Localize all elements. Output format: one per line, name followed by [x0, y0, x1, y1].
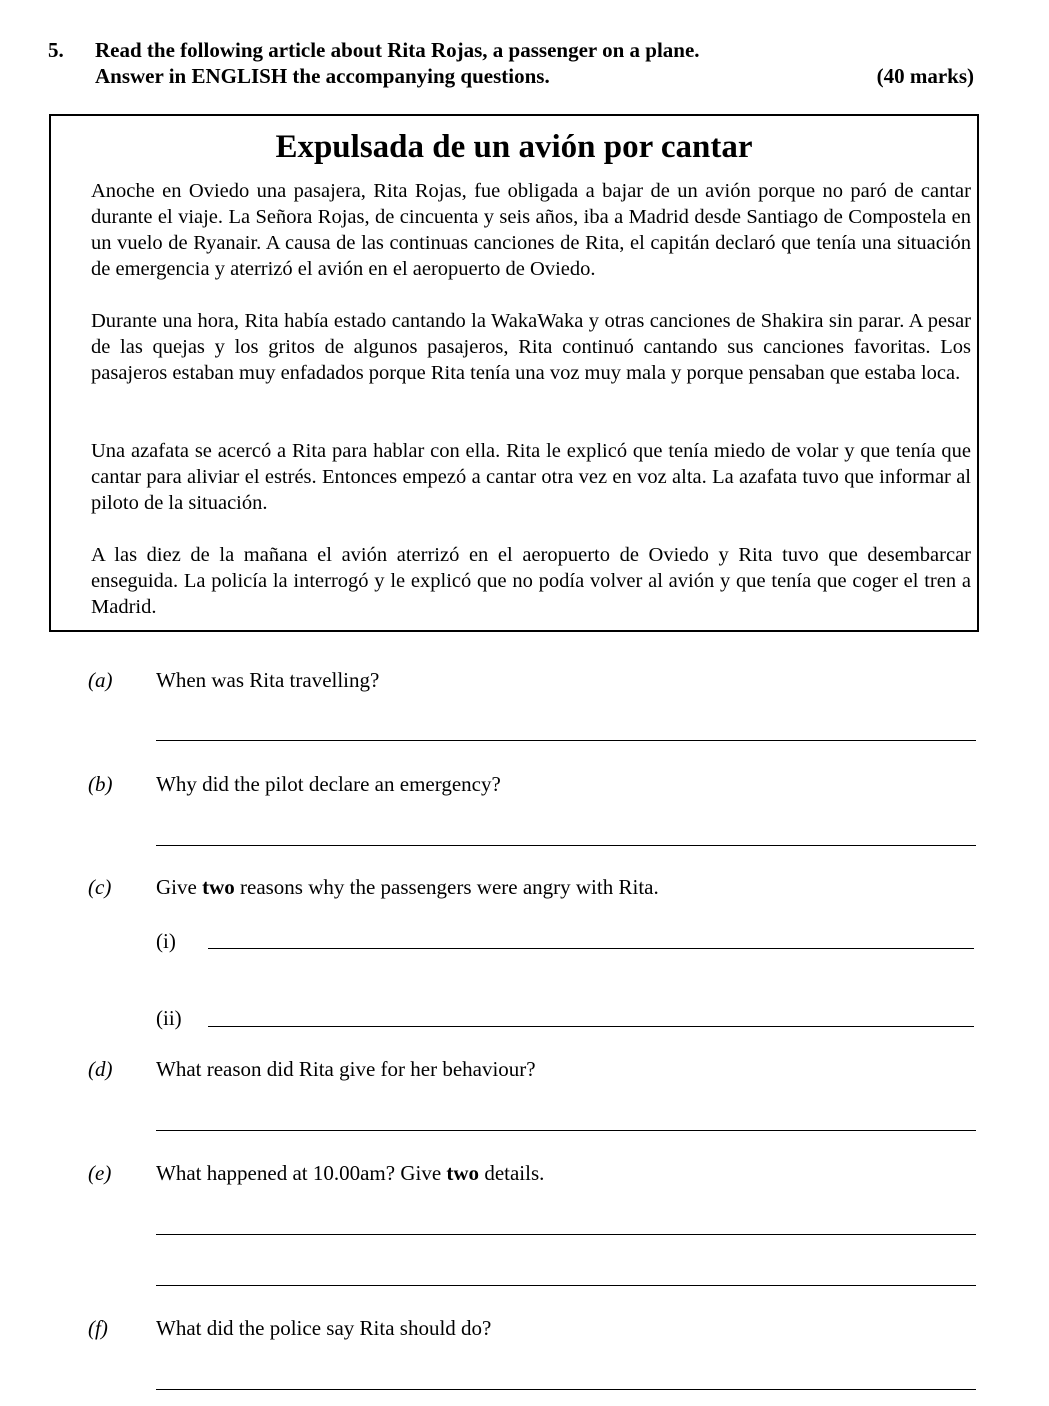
answer-line-a[interactable]	[156, 740, 976, 741]
article-paragraph: Durante una hora, Rita había estado cantando la WakaWaka y otras canciones de Shakira sin parar. A pesar de las quejas y los gritos de algunos pasajeros, Rita continuó cantando sus canciones favoritas. Los pasajeros estaban muy enfadados porque Rita tenía una voz muy mala y porque pensaban que estaba loca.	[91, 310, 971, 384]
sub-label-i: (i)	[156, 929, 176, 953]
question-f-text: What did the police say Rita should do?	[156, 1316, 492, 1340]
question-letter-e: (e)	[88, 1161, 112, 1185]
answer-line-c-i[interactable]	[208, 948, 974, 949]
question-b-text: Why did the pilot declare an emergency?	[156, 772, 501, 796]
instruction-line-2: Answer in ENGLISH the accompanying questions.	[95, 64, 550, 88]
answer-line-c-ii[interactable]	[208, 1026, 974, 1027]
question-letter-d: (d)	[88, 1057, 113, 1081]
question-e-text: What happened at 10.00am? Give two details.	[156, 1161, 545, 1185]
article-paragraph: Anoche en Oviedo una pasajera, Rita Rojas, fue obligada a bajar de un avión porque no paró de cantar durante el viaje. La Señora Rojas, de cincuenta y seis años, iba a Madrid desde Santiago de Compostela en un vuelo de Ryanair. A causa de las continuas canciones de Rita, el capitán declaró que tenía una situación de emergencia y aterrizó el avión en el aeropuerto de Oviedo.	[91, 180, 971, 280]
question-d-text: What reason did Rita give for her behaviour?	[156, 1057, 536, 1081]
article-box	[49, 114, 979, 632]
question-letter-f: (f)	[88, 1316, 108, 1340]
answer-line-f[interactable]	[156, 1389, 976, 1390]
answer-line-b[interactable]	[156, 845, 976, 846]
marks-label: (40 marks)	[876, 64, 974, 88]
article-title: Expulsada de un avión por cantar	[275, 129, 753, 165]
question-c-text: Give two reasons why the passengers were angry with Rita.	[156, 875, 659, 899]
question-letter-a: (a)	[88, 668, 113, 692]
article-paragraph: A las diez de la mañana el avión aterrizó en el aeropuerto de Oviedo y Rita tuvo que desembarcar enseguida. La policía la interrogó y le explicó que no podía volver al avión y que tenía que coger el tren a Madrid.	[91, 544, 971, 618]
question-letter-b: (b)	[88, 772, 113, 796]
answer-line-e-1[interactable]	[156, 1234, 976, 1235]
article-paragraph: Una azafata se acercó a Rita para hablar con ella. Rita le explicó que tenía miedo de volar y que tenía que cantar para aliviar el estrés. Entonces empezó a cantar otra vez en voz alta. La azafata tuvo que informar al piloto de la situación.	[91, 440, 971, 514]
answer-line-e-2[interactable]	[156, 1285, 976, 1286]
answer-line-d[interactable]	[156, 1130, 976, 1131]
question-number: 5.	[48, 38, 64, 62]
question-letter-c: (c)	[88, 875, 112, 899]
question-a-text: When was Rita travelling?	[156, 668, 380, 692]
sub-label-ii: (ii)	[156, 1006, 182, 1030]
instruction-line-1: Read the following article about Rita Rojas, a passenger on a plane.	[95, 38, 700, 62]
